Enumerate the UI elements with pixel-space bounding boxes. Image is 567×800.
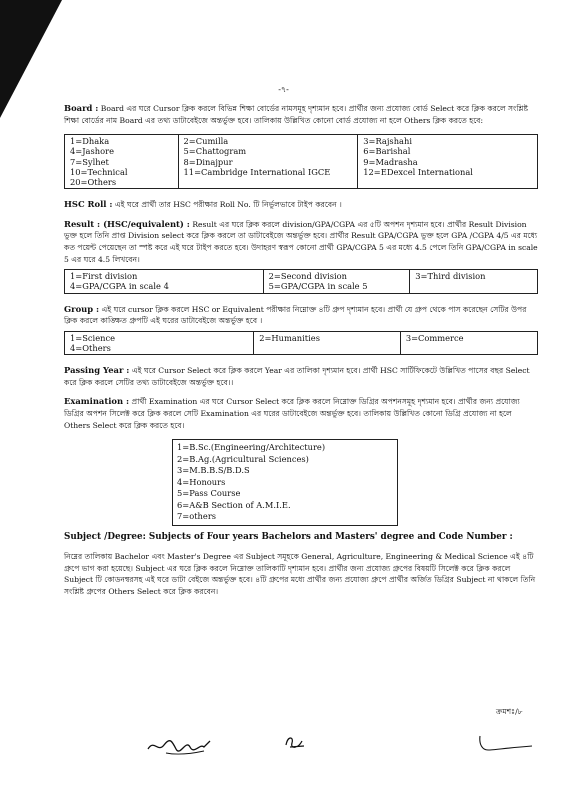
group-col-3 xyxy=(400,331,537,354)
examination-paragraph xyxy=(64,396,538,431)
examination-option: 3=M.B.B.S/B.D.S xyxy=(177,465,250,476)
board-item: 10=Technical xyxy=(70,166,128,177)
examination-options-box xyxy=(172,439,398,526)
document-body xyxy=(64,103,538,606)
result-option: 3=Third division xyxy=(415,271,486,282)
board-item: 4=Jashore xyxy=(70,146,114,157)
group-col-2 xyxy=(254,331,401,354)
result-col-3 xyxy=(410,270,538,293)
board-item: 12=EDexcel International xyxy=(363,166,473,177)
group-text: এই ঘরে cursor ক্লিক করলে HSC or Equivalent পরীক্ষার নিম্নোক্ত ৪টি গ্রুপ দৃশ্যমান হবে। প্রার্থী যে গ্রুপ থেকে পাস করেছেন সেটির উপর ক্লিক করলে কাঙ্ক্ষিত গ্রুপটি এই ঘরের ডাটাবেইজে অন্তর্ভুক্ত হবে । xyxy=(64,304,527,326)
result-col-2 xyxy=(263,270,410,293)
result-label: Result : (HSC/equivalent) : xyxy=(64,218,190,229)
group-option: 3=Commerce xyxy=(405,332,464,343)
board-text: Board এর ঘরে Cursor ক্লিক করলে বিভিন্ন শিক্ষা বোর্ডের নামসমূহ দৃশ্যমান হবে। প্রার্থীর জন্য প্রযোজ্য বোর্ড Select করে ক্লিক করলে সংশ্লিষ্ট শিক্ষা বোর্ডের নাম Board এর তথ্য ডাটাবেইজে অন্তর্ভুক্ত হবে। তালিকায় উল্লিখিত কোনো বোর্ড প্রযোজ্য না হলে Others ক্লিক করতে হবে: xyxy=(64,104,528,125)
group-label: Group : xyxy=(64,303,100,314)
result-option: 4=GPA/CGPA in scale 4 xyxy=(70,281,169,292)
scan-corner-mark xyxy=(0,0,62,118)
passing-year-text: এই ঘরে Cursor Select করে ক্লিক করলে Year এর তালিকা দৃশ্যমান হবে। প্রার্থী HSC সার্টিফিকেটে উল্লিখিত পাসের বছর Select করে ক্লিক করলে সেটির তথ্য ডাটাবেইজে অন্তর্ভুক্ত হবে।। xyxy=(64,366,530,387)
continued-marker: ক্রমশঃ/৮ xyxy=(496,707,523,716)
signature-left xyxy=(146,735,212,757)
examination-option: 1=B.Sc.(Engineering/Architecture) xyxy=(177,442,326,453)
board-item: 1=Dhaka xyxy=(70,136,110,147)
examination-option: 7=others xyxy=(177,511,217,522)
examination-option: 2=B.Ag.(Agricultural Sciences) xyxy=(177,453,309,464)
result-table xyxy=(64,269,538,293)
board-col-1 xyxy=(65,135,179,189)
board-item: 20=Others xyxy=(70,177,117,187)
board-item: 9=Madrasha xyxy=(363,156,418,167)
result-option: 5=GPA/CGPA in scale 5 xyxy=(268,281,368,292)
hsc-roll-paragraph xyxy=(64,199,538,211)
group-table xyxy=(64,331,538,355)
result-text: Result এর ঘরে ক্লিক করলে division/GPA/CGPA এর ৫টি অপশন দৃশ্যমান হবে। প্রার্থীর Result Division ভুক্ত হলে তিনি প্রাপ্ত Division select করে ক্লিক করলে তা ডাটাবেইজে অন্তর্ভুক্ত হবে। প্রার্থীর Result GPA/CGPA ভুক্ত হলে GPA /CGPA 4/5 এর মধ্যে কত পয়েন্ট পেয়েছেন তা স্পষ্ট করে এই ঘরে টাইপ করতে হবে। উদাহরণ স্বরূপ কোনো প্রার্থী GPA/CGPA 5 এর মধ্যে 4.5 পেলে তিনি GPA/CGPA in scale 5 এর ঘরে 4.5 লিখবেন। xyxy=(64,219,538,264)
board-item: 11=Cambridge International IGCE xyxy=(183,166,331,177)
hsc-roll-label: HSC Roll : xyxy=(64,199,113,210)
page-number: -৭- xyxy=(278,85,289,94)
board-paragraph xyxy=(64,103,538,126)
board-item: 3=Rajshahi xyxy=(363,136,412,147)
passing-year-label: Passing Year : xyxy=(64,365,130,376)
group-option: 2=Humanities xyxy=(259,332,320,343)
board-item: 6=Barishal xyxy=(363,146,411,157)
signature-initials xyxy=(282,733,308,751)
board-item: 7=Sylhet xyxy=(70,156,109,167)
board-col-2 xyxy=(178,135,358,189)
board-label: Board : xyxy=(64,103,99,113)
examination-option: 5=Pass Course xyxy=(177,488,241,499)
result-paragraph xyxy=(64,219,538,265)
board-item: 8=Dinajpur xyxy=(183,156,233,167)
hsc-roll-text: এই ঘরে প্রার্থী তার HSC পরীক্ষার Roll No. টি নির্ভুলভাবে টাইপ করবেন । xyxy=(114,200,342,210)
group-paragraph xyxy=(64,304,538,327)
examination-option: 4=Honours xyxy=(177,476,226,487)
subject-heading: Subject /Degree: Subjects of Four years Bachelors and Masters' degree and Code Number : xyxy=(64,531,513,542)
examination-text: প্রার্থী Examination এর ঘরে Cursor Select করে ক্লিক করলে নিম্নোক্ত ডিগ্রির অপশনসমূহ দৃশ্যমান হবে। প্রার্থীর জন্য প্রযোজ্য ডিগ্রির অপশন সিলেক্ট করে ক্লিক করলে সেটি Examination এর ঘরের ডাটাবেইজে অন্তর্ভুক্ত হবে। তালিকায় উল্লিখিত কোনো ডিগ্রি প্রযোজ্য না হলে Others Select করে ক্লিক করতে হবে। xyxy=(64,397,520,430)
result-option: 1=First division xyxy=(70,271,138,282)
group-option: 4=Others xyxy=(70,342,111,353)
examination-label: Examination : xyxy=(64,396,130,407)
board-item: 2=Cumilla xyxy=(183,136,229,147)
result-col-1 xyxy=(65,270,264,293)
board-col-3 xyxy=(358,135,538,189)
group-option: 1=Science xyxy=(70,332,116,343)
passing-year-paragraph xyxy=(64,365,538,388)
signature-right xyxy=(476,734,536,756)
board-table xyxy=(64,134,538,189)
group-col-1 xyxy=(65,331,254,354)
examination-option: 6=A&B Section of A.M.I.E. xyxy=(177,499,291,510)
board-item: 5=Chattogram xyxy=(183,146,247,157)
subject-text: নিম্নের তালিকায় Bachelor এবং Master's Degree এর Subject সমূহকে General, Agriculture, Engineering & Medical Science এই ৪টি গ্রুপে ভাগ করা হয়েছে। Subject এর ঘরে ক্লিক করলে নিম্নোক্ত তালিকাটি দৃশ্যমান হবে। প্রার্থীর জন্য প্রযোজ্য গ্রুপের বিষয়টি সিলেক্ট করে ক্লিক করলে Subject টি কোডনম্বরসহ এই ঘরে ডাটা বেইজে অন্তর্ভুক্ত হবে। ৪টি গ্রুপের মধ্যে প্রার্থীর জন্য প্রযোজ্য গ্রুপে প্রার্থীর অর্জিত ডিগ্রির Subject না থাকলে তিনি সংশ্লিষ্ট গ্রুপের Others Select করে ক্লিক করবেন। xyxy=(64,552,536,597)
result-option: 2=Second division xyxy=(268,271,347,282)
